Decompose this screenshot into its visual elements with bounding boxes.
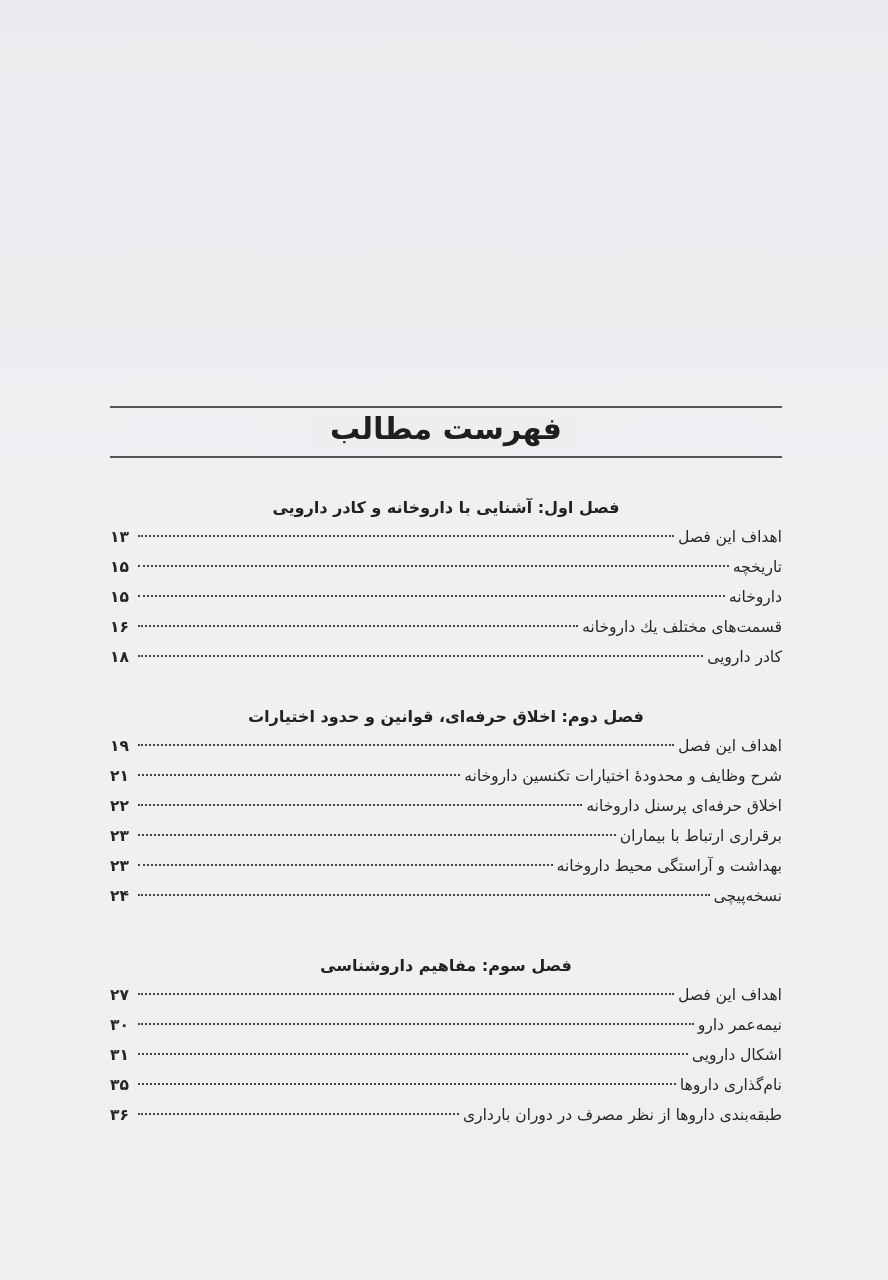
dot-leader	[138, 894, 710, 896]
toc-entry[interactable]	[110, 851, 782, 881]
dot-leader	[138, 1053, 688, 1055]
entry-label: طبقه‌بندی داروها از نظر مصرف در دوران بارداری	[462, 1106, 782, 1124]
chapter-heading: فصل اول: آشنایی با داروخانه و کادر دارویی	[272, 498, 620, 517]
entry-page-number: ۱۳	[110, 528, 129, 546]
entry-page-number: ۲۳	[110, 827, 129, 845]
dot-leader	[138, 1113, 459, 1115]
entry-page-number: ۳۶	[110, 1106, 129, 1124]
toc-entry[interactable]	[110, 1070, 782, 1100]
toc-entry[interactable]	[110, 731, 782, 761]
chapter-heading: فصل سوم: مفاهیم داروشناسی	[320, 956, 572, 975]
dot-leader	[138, 1023, 694, 1025]
dot-leader	[138, 565, 729, 567]
entry-label: شرح وظایف و محدودهٔ اختیارات تکنسین داروخانه	[464, 767, 782, 785]
entry-page-number: ۱۵	[110, 588, 129, 606]
entry-label: اهداف این فصل	[678, 737, 782, 755]
entry-page-number: ۲۲	[110, 797, 129, 815]
entry-page-number: ۱۹	[110, 737, 129, 755]
toc-entry[interactable]	[110, 582, 782, 612]
entry-label: اخلاق حرفه‌ای پرسنل داروخانه	[586, 797, 782, 815]
toc-entry[interactable]	[110, 881, 782, 911]
entry-page-number: ۱۶	[110, 618, 129, 636]
dot-leader	[138, 993, 674, 995]
dot-leader	[138, 535, 674, 537]
entry-page-number: ۳۱	[110, 1046, 129, 1064]
dot-leader	[138, 864, 553, 866]
dot-leader	[138, 625, 578, 627]
dot-leader	[138, 774, 460, 776]
entry-page-number: ۱۵	[110, 558, 129, 576]
entry-label: نام‌گذاری داروها	[679, 1076, 782, 1094]
entry-label: داروخانه	[728, 588, 782, 606]
entry-label: بهداشت و آراستگی محیط داروخانه	[556, 857, 782, 875]
entry-label: نسخه‌پیچی	[713, 887, 782, 905]
entry-label: اهداف این فصل	[678, 986, 782, 1004]
toc-entry[interactable]	[110, 1040, 782, 1070]
entry-label: اهداف این فصل	[678, 528, 782, 546]
dot-leader	[138, 655, 703, 657]
entry-page-number: ۲۳	[110, 857, 129, 875]
chapter-1	[110, 494, 782, 672]
toc-entry[interactable]	[110, 821, 782, 851]
entry-page-number: ۳۰	[110, 1016, 129, 1034]
toc-title-block	[110, 406, 782, 458]
toc-entry[interactable]	[110, 552, 782, 582]
entry-page-number: ۲۴	[110, 887, 129, 905]
dot-leader	[138, 595, 725, 597]
entry-label: قسمت‌های مختلف یك داروخانه	[582, 618, 782, 636]
chapter-heading: فصل دوم: اخلاق حرفه‌ای، قوانین و حدود اختیارات	[248, 707, 644, 726]
toc-entry[interactable]	[110, 612, 782, 642]
entry-page-number: ۳۵	[110, 1076, 129, 1094]
dot-leader	[138, 834, 616, 836]
toc-entry[interactable]	[110, 1010, 782, 1040]
entry-label: نیمه‌عمر دارو	[697, 1016, 782, 1034]
toc-entry[interactable]	[110, 1100, 782, 1130]
toc-entry[interactable]	[110, 791, 782, 821]
dot-leader	[138, 804, 582, 806]
toc-entry[interactable]	[110, 980, 782, 1010]
toc-title: فهرست مطالب	[110, 412, 782, 447]
chapter-2	[110, 703, 782, 911]
dot-leader	[138, 1083, 676, 1085]
toc-entry[interactable]	[110, 522, 782, 552]
entry-page-number: ۱۸	[110, 648, 129, 666]
dot-leader	[138, 744, 674, 746]
entry-label: برقراری ارتباط با بیماران	[619, 827, 782, 845]
entry-page-number: ۲۷	[110, 986, 129, 1004]
toc-entry[interactable]	[110, 761, 782, 791]
entry-label: تاریخچه	[732, 558, 782, 576]
entry-label: اشکال دارویی	[691, 1046, 782, 1064]
chapter-3	[110, 952, 782, 1130]
entry-label: کادر دارویی	[707, 648, 782, 666]
entry-page-number: ۲۱	[110, 767, 129, 785]
toc-entry[interactable]	[110, 642, 782, 672]
